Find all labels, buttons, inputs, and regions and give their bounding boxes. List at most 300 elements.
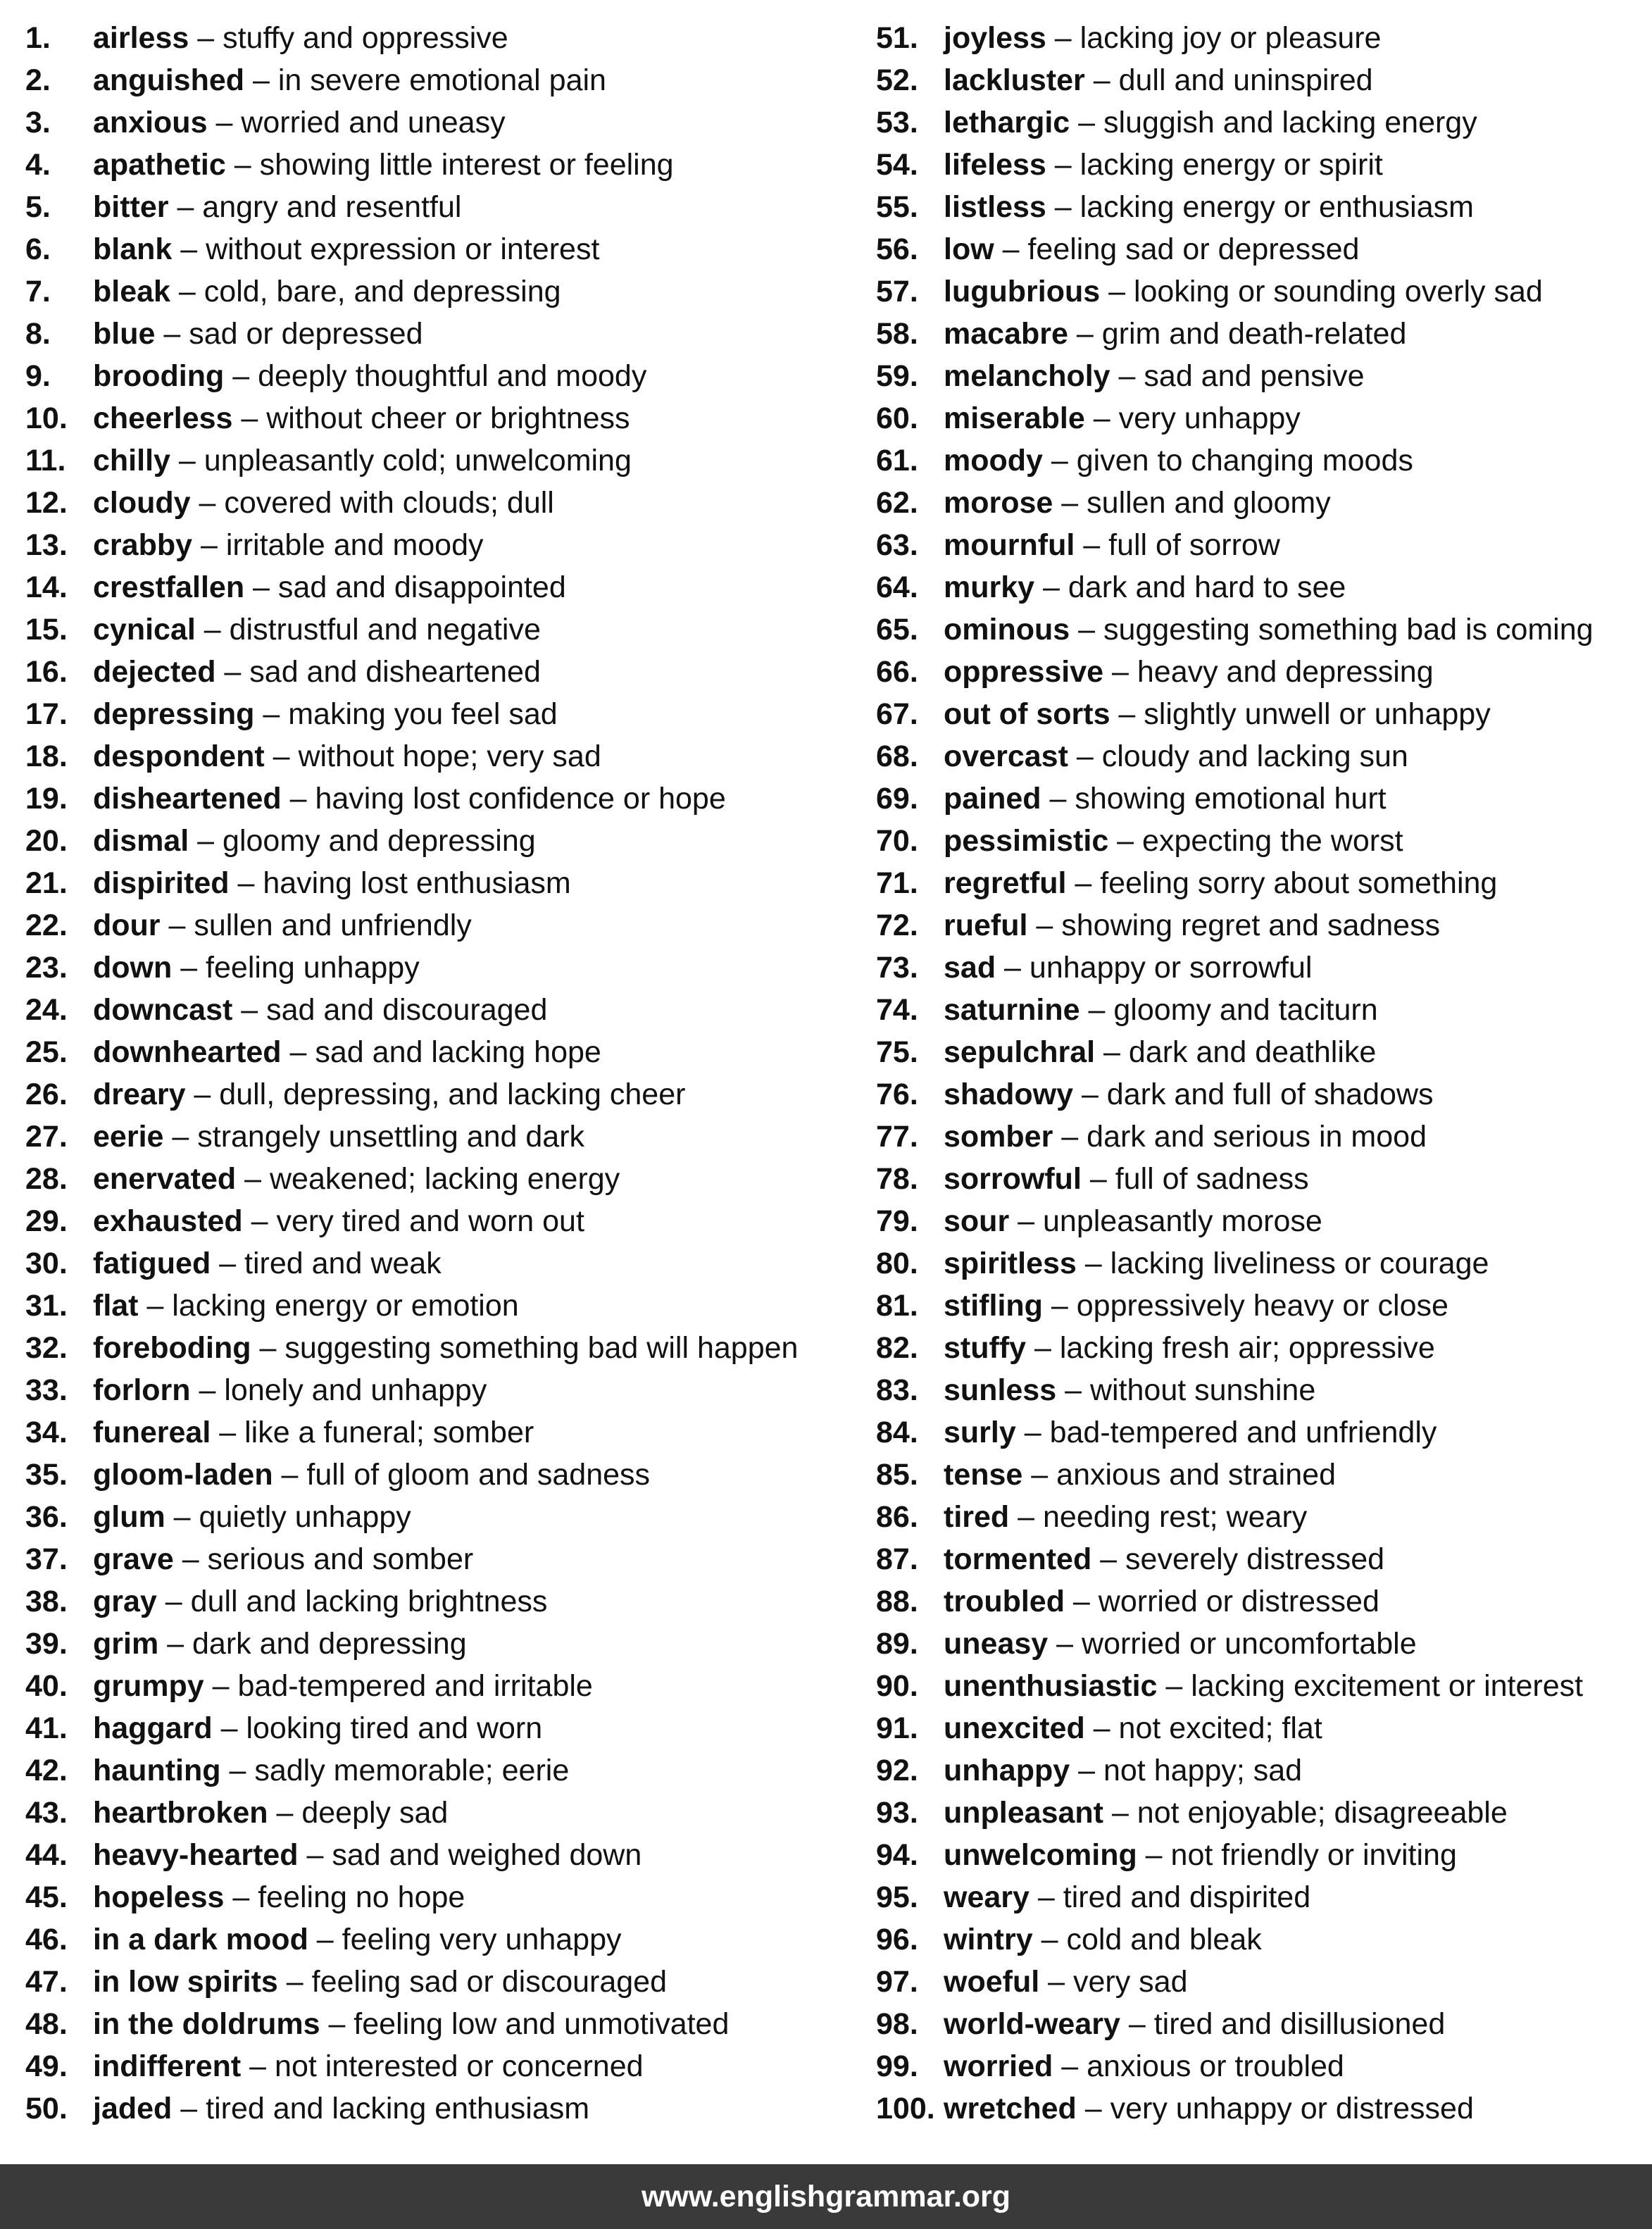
list-item bbox=[25, 1454, 856, 1496]
item-body bbox=[944, 1538, 1384, 1580]
item-number: 10. bbox=[25, 401, 68, 435]
list-item bbox=[25, 1707, 856, 1749]
list-item bbox=[876, 1665, 1651, 1707]
item-body bbox=[944, 439, 1413, 482]
item-definition: – bad-tempered and unfriendly bbox=[1015, 1416, 1437, 1449]
item-body bbox=[944, 186, 1474, 228]
list-item bbox=[876, 1792, 1651, 1834]
item-body bbox=[93, 1369, 487, 1411]
list-item bbox=[25, 1749, 856, 1792]
list-item bbox=[876, 270, 1651, 313]
item-body bbox=[944, 1327, 1435, 1369]
list-item bbox=[876, 608, 1651, 651]
item-number: 56. bbox=[876, 232, 918, 266]
item-definition: – in severe emotional pain bbox=[244, 63, 606, 97]
list-item bbox=[876, 2003, 1651, 2045]
list-item bbox=[876, 186, 1651, 228]
item-number: 15. bbox=[25, 613, 68, 647]
list-item bbox=[25, 566, 856, 608]
item-number: 53. bbox=[876, 106, 918, 139]
item-body bbox=[93, 1031, 601, 1073]
item-body bbox=[944, 1411, 1437, 1454]
item-body bbox=[93, 1792, 448, 1834]
item-definition: – dark and deathlike bbox=[1095, 1035, 1377, 1069]
item-definition: – like a funeral; somber bbox=[211, 1416, 534, 1449]
list-item bbox=[876, 1496, 1651, 1538]
item-definition: – without hope; very sad bbox=[264, 739, 601, 773]
item-body bbox=[944, 1580, 1379, 1623]
item-term: exhausted bbox=[93, 1204, 243, 1238]
item-body bbox=[93, 524, 484, 566]
item-definition: – anxious and strained bbox=[1022, 1458, 1336, 1492]
item-term: dour bbox=[93, 909, 161, 942]
list-item bbox=[25, 989, 856, 1031]
item-definition: – without expression or interest bbox=[172, 232, 600, 266]
list-item bbox=[25, 904, 856, 947]
list-item bbox=[876, 1073, 1651, 1116]
item-term: dismal bbox=[93, 824, 189, 858]
item-body bbox=[93, 1623, 467, 1665]
item-definition: – sluggish and lacking energy bbox=[1070, 106, 1477, 139]
list-item bbox=[25, 1792, 856, 1834]
list-item bbox=[25, 1496, 856, 1538]
item-body bbox=[944, 735, 1408, 778]
item-body bbox=[944, 1031, 1376, 1073]
item-number: 28. bbox=[25, 1162, 68, 1196]
item-definition: – serious and somber bbox=[173, 1542, 474, 1576]
item-body bbox=[93, 1918, 621, 1961]
item-term: surly bbox=[944, 1416, 1016, 1449]
item-term: wretched bbox=[944, 2092, 1077, 2125]
list-item bbox=[25, 144, 856, 186]
item-definition: – grim and death-related bbox=[1068, 317, 1407, 351]
item-number: 7. bbox=[25, 275, 51, 308]
item-term: cynical bbox=[93, 613, 196, 647]
list-item bbox=[876, 1242, 1651, 1285]
item-number: 40. bbox=[25, 1669, 68, 1703]
item-body bbox=[93, 1200, 584, 1242]
list-item bbox=[25, 947, 856, 989]
item-body bbox=[93, 1158, 620, 1200]
item-term: despondent bbox=[93, 739, 265, 773]
item-term: weary bbox=[944, 1880, 1030, 1914]
list-item bbox=[876, 1454, 1651, 1496]
item-number: 38. bbox=[25, 1585, 68, 1618]
item-number: 49. bbox=[25, 2049, 68, 2083]
item-definition: – expecting the worst bbox=[1108, 824, 1403, 858]
item-term: saturnine bbox=[944, 993, 1080, 1027]
item-term: worried bbox=[944, 2049, 1053, 2083]
item-term: somber bbox=[944, 1120, 1053, 1154]
item-term: funereal bbox=[93, 1416, 211, 1449]
item-body bbox=[93, 313, 423, 355]
item-number: 11. bbox=[25, 444, 66, 477]
item-body bbox=[93, 17, 508, 59]
list-item bbox=[25, 1623, 856, 1665]
item-number: 64. bbox=[876, 570, 918, 604]
item-body bbox=[944, 1116, 1427, 1158]
item-definition: – irritable and moody bbox=[192, 528, 484, 562]
item-term: bleak bbox=[93, 275, 170, 308]
item-term: uneasy bbox=[944, 1627, 1049, 1661]
item-definition: – worried or uncomfortable bbox=[1048, 1627, 1417, 1661]
item-body bbox=[93, 439, 632, 482]
item-definition: – feeling sad or discouraged bbox=[277, 1965, 668, 1999]
item-number: 14. bbox=[25, 570, 68, 604]
item-body bbox=[93, 59, 606, 101]
item-number: 58. bbox=[876, 317, 918, 351]
item-body bbox=[944, 144, 1383, 186]
item-body bbox=[944, 1876, 1310, 1918]
item-number: 45. bbox=[25, 1880, 68, 1914]
list-item bbox=[25, 17, 856, 59]
item-number: 67. bbox=[876, 697, 918, 731]
item-body bbox=[944, 693, 1491, 735]
list-item bbox=[25, 2003, 856, 2045]
item-body bbox=[93, 820, 536, 862]
list-item bbox=[876, 1285, 1651, 1327]
item-definition: – making you feel sad bbox=[254, 697, 558, 731]
list-item bbox=[876, 313, 1651, 355]
list-item bbox=[876, 566, 1651, 608]
item-body bbox=[93, 144, 674, 186]
list-item bbox=[876, 2087, 1651, 2130]
item-body bbox=[944, 651, 1434, 693]
item-definition: – showing emotional hurt bbox=[1041, 782, 1387, 816]
item-term: chilly bbox=[93, 444, 170, 477]
item-term: mournful bbox=[944, 528, 1075, 562]
item-body bbox=[93, 778, 726, 820]
item-number: 20. bbox=[25, 824, 68, 858]
item-definition: – unhappy or sorrowful bbox=[996, 951, 1313, 985]
item-definition: – full of sadness bbox=[1081, 1162, 1309, 1196]
item-number: 66. bbox=[876, 655, 918, 689]
item-definition: – sad and pensive bbox=[1110, 359, 1365, 393]
item-number: 5. bbox=[25, 190, 51, 224]
item-term: overcast bbox=[944, 739, 1068, 773]
list-item bbox=[876, 904, 1651, 947]
item-definition: – severely distressed bbox=[1091, 1542, 1385, 1576]
item-body bbox=[944, 228, 1359, 270]
item-term: murky bbox=[944, 570, 1035, 604]
item-body bbox=[93, 989, 547, 1031]
item-term: joyless bbox=[944, 21, 1046, 55]
item-body bbox=[944, 566, 1346, 608]
item-definition: – very tired and worn out bbox=[242, 1204, 584, 1238]
list-item bbox=[876, 2045, 1651, 2087]
item-number: 2. bbox=[25, 63, 51, 97]
item-definition: – lonely and unhappy bbox=[190, 1373, 487, 1407]
item-definition: – cold and bleak bbox=[1032, 1923, 1262, 1956]
item-definition: – dull, depressing, and lacking cheer bbox=[185, 1078, 686, 1111]
item-number: 91. bbox=[876, 1711, 918, 1745]
item-definition: – bad-tempered and irritable bbox=[204, 1669, 593, 1703]
item-number: 90. bbox=[876, 1669, 918, 1703]
item-number: 93. bbox=[876, 1796, 918, 1830]
item-body bbox=[944, 608, 1594, 651]
item-term: blank bbox=[93, 232, 173, 266]
item-term: tormented bbox=[944, 1542, 1092, 1576]
item-definition: – cloudy and lacking sun bbox=[1068, 739, 1408, 773]
item-definition: – covered with clouds; dull bbox=[190, 486, 554, 520]
item-number: 48. bbox=[25, 2007, 68, 2041]
item-definition: – lacking liveliness or courage bbox=[1076, 1247, 1489, 1280]
item-body bbox=[944, 524, 1280, 566]
item-number: 59. bbox=[876, 359, 918, 393]
list-item bbox=[25, 693, 856, 735]
item-number: 37. bbox=[25, 1542, 68, 1576]
item-term: anguished bbox=[93, 63, 245, 97]
item-number: 51. bbox=[876, 21, 918, 55]
item-definition: – unpleasantly cold; unwelcoming bbox=[170, 444, 632, 477]
item-number: 17. bbox=[25, 697, 68, 731]
item-term: sorrowful bbox=[944, 1162, 1082, 1196]
list-item bbox=[876, 1369, 1651, 1411]
item-body bbox=[93, 651, 541, 693]
item-term: unenthusiastic bbox=[944, 1669, 1158, 1703]
item-body bbox=[93, 904, 472, 947]
list-item bbox=[25, 1031, 856, 1073]
footer-website-link[interactable]: www.englishgrammar.org bbox=[641, 2180, 1011, 2214]
item-number: 16. bbox=[25, 655, 68, 689]
item-body bbox=[93, 1707, 542, 1749]
item-number: 61. bbox=[876, 444, 918, 477]
item-number: 63. bbox=[876, 528, 918, 562]
list-item bbox=[25, 1073, 856, 1116]
item-number: 71. bbox=[876, 866, 918, 900]
item-term: miserable bbox=[944, 401, 1085, 435]
item-definition: – sad and lacking hope bbox=[281, 1035, 601, 1069]
item-term: tired bbox=[944, 1500, 1010, 1534]
item-term: sepulchral bbox=[944, 1035, 1096, 1069]
list-item bbox=[876, 17, 1651, 59]
list-item bbox=[876, 651, 1651, 693]
item-body bbox=[944, 2003, 1445, 2045]
list-item bbox=[25, 2045, 856, 2087]
item-body bbox=[93, 1116, 584, 1158]
item-term: in low spirits bbox=[93, 1965, 278, 1999]
list-item bbox=[25, 2087, 856, 2130]
item-body bbox=[93, 1073, 685, 1116]
item-number: 23. bbox=[25, 951, 68, 985]
item-number: 36. bbox=[25, 1500, 68, 1534]
item-term: tense bbox=[944, 1458, 1023, 1492]
item-number: 78. bbox=[876, 1162, 918, 1196]
list-item bbox=[876, 820, 1651, 862]
list-item bbox=[876, 439, 1651, 482]
item-term: unwelcoming bbox=[944, 1838, 1137, 1872]
item-definition: – feeling sorry about something bbox=[1066, 866, 1498, 900]
item-body bbox=[93, 270, 561, 313]
item-number: 80. bbox=[876, 1247, 918, 1280]
item-definition: – deeply sad bbox=[268, 1796, 449, 1830]
item-definition: – gloomy and depressing bbox=[189, 824, 536, 858]
item-definition: – very unhappy or distressed bbox=[1076, 2092, 1474, 2125]
item-term: blue bbox=[93, 317, 156, 351]
item-term: forlorn bbox=[93, 1373, 191, 1407]
item-term: downcast bbox=[93, 993, 233, 1027]
item-number: 76. bbox=[876, 1078, 918, 1111]
item-body bbox=[944, 1242, 1489, 1285]
item-definition: – needing rest; weary bbox=[1009, 1500, 1308, 1534]
item-body bbox=[93, 228, 599, 270]
item-body bbox=[93, 1496, 411, 1538]
item-number: 70. bbox=[876, 824, 918, 858]
item-body bbox=[93, 1834, 642, 1876]
item-number: 1. bbox=[25, 21, 51, 55]
item-term: lackluster bbox=[944, 63, 1085, 97]
item-body bbox=[944, 482, 1331, 524]
list-item bbox=[876, 1411, 1651, 1454]
item-number: 22. bbox=[25, 909, 68, 942]
item-definition: – dark and hard to see bbox=[1034, 570, 1346, 604]
item-term: dejected bbox=[93, 655, 216, 689]
item-body bbox=[944, 2087, 1474, 2130]
item-term: haggard bbox=[93, 1711, 213, 1745]
item-definition: – heavy and depressing bbox=[1103, 655, 1434, 689]
item-body bbox=[944, 820, 1403, 862]
item-definition: – lacking fresh air; oppressive bbox=[1026, 1331, 1435, 1365]
item-definition: – not enjoyable; disagreeable bbox=[1103, 1796, 1508, 1830]
item-definition: – very sad bbox=[1039, 1965, 1188, 1999]
item-body bbox=[944, 59, 1373, 101]
item-term: low bbox=[944, 232, 994, 266]
item-definition: – lacking energy or enthusiasm bbox=[1046, 190, 1474, 224]
item-number: 46. bbox=[25, 1923, 68, 1956]
item-body bbox=[944, 1961, 1188, 2003]
list-item bbox=[876, 1327, 1651, 1369]
item-term: troubled bbox=[944, 1585, 1065, 1618]
item-term: lifeless bbox=[944, 148, 1046, 182]
item-number: 54. bbox=[876, 148, 918, 182]
item-definition: – sad and disheartened bbox=[215, 655, 541, 689]
item-body bbox=[944, 1158, 1309, 1200]
item-term: macabre bbox=[944, 317, 1068, 351]
item-body bbox=[944, 1454, 1336, 1496]
item-definition: – dull and lacking brightness bbox=[156, 1585, 548, 1618]
item-term: in a dark mood bbox=[93, 1923, 308, 1956]
item-definition: – gloomy and taciturn bbox=[1080, 993, 1378, 1027]
item-term: melancholy bbox=[944, 359, 1110, 393]
item-number: 30. bbox=[25, 1247, 68, 1280]
list-item bbox=[25, 1285, 856, 1327]
list-item bbox=[25, 862, 856, 904]
list-item bbox=[25, 1580, 856, 1623]
item-body bbox=[93, 947, 420, 989]
item-body bbox=[93, 693, 558, 735]
item-definition: – dark and serious in mood bbox=[1053, 1120, 1427, 1154]
item-body bbox=[944, 17, 1381, 59]
list-item bbox=[876, 1031, 1651, 1073]
item-number: 42. bbox=[25, 1754, 68, 1787]
item-term: in the doldrums bbox=[93, 2007, 320, 2041]
item-definition: – lacking energy or spirit bbox=[1046, 148, 1383, 182]
list-item bbox=[25, 59, 856, 101]
item-term: pained bbox=[944, 782, 1041, 816]
item-definition: – sadly memorable; eerie bbox=[220, 1754, 570, 1787]
item-definition: – not excited; flat bbox=[1084, 1711, 1322, 1745]
item-definition: – lacking energy or emotion bbox=[138, 1289, 519, 1323]
item-number: 95. bbox=[876, 1880, 918, 1914]
item-body bbox=[93, 1961, 667, 2003]
list-item bbox=[876, 1116, 1651, 1158]
word-list-left-column bbox=[25, 17, 856, 2130]
item-number: 19. bbox=[25, 782, 68, 816]
item-term: unhappy bbox=[944, 1754, 1070, 1787]
item-definition: – looking or sounding overly sad bbox=[1100, 275, 1543, 308]
item-term: flat bbox=[93, 1289, 139, 1323]
item-term: disheartened bbox=[93, 782, 282, 816]
item-term: lugubrious bbox=[944, 275, 1101, 308]
item-definition: – not interested or concerned bbox=[241, 2049, 644, 2083]
item-body bbox=[93, 1242, 442, 1285]
item-definition: – full of sorrow bbox=[1075, 528, 1280, 562]
item-definition: – suggesting something bad will happen bbox=[251, 1331, 799, 1365]
item-term: grumpy bbox=[93, 1669, 204, 1703]
list-item bbox=[876, 947, 1651, 989]
item-term: listless bbox=[944, 190, 1046, 224]
item-number: 86. bbox=[876, 1500, 918, 1534]
list-item bbox=[25, 482, 856, 524]
list-item bbox=[25, 735, 856, 778]
item-definition: – showing regret and sadness bbox=[1027, 909, 1441, 942]
item-number: 6. bbox=[25, 232, 51, 266]
item-number: 97. bbox=[876, 1965, 918, 1999]
item-number: 8. bbox=[25, 317, 51, 351]
item-body bbox=[944, 778, 1387, 820]
item-term: glum bbox=[93, 1500, 165, 1534]
item-term: oppressive bbox=[944, 655, 1104, 689]
item-body bbox=[93, 1665, 593, 1707]
item-body bbox=[93, 1327, 798, 1369]
item-definition: – feeling sad or depressed bbox=[994, 232, 1360, 266]
item-term: anxious bbox=[93, 106, 208, 139]
item-term: cloudy bbox=[93, 486, 191, 520]
item-body bbox=[93, 186, 461, 228]
item-term: wintry bbox=[944, 1923, 1033, 1956]
item-term: moody bbox=[944, 444, 1043, 477]
item-number: 69. bbox=[876, 782, 918, 816]
item-term: unpleasant bbox=[944, 1796, 1103, 1830]
list-item bbox=[876, 1834, 1651, 1876]
item-number: 52. bbox=[876, 63, 918, 97]
item-body bbox=[944, 1073, 1434, 1116]
item-definition: – without cheer or brightness bbox=[232, 401, 630, 435]
item-number: 57. bbox=[876, 275, 918, 308]
item-body bbox=[93, 1580, 547, 1623]
list-item bbox=[25, 1834, 856, 1876]
item-body bbox=[93, 2045, 644, 2087]
item-number: 87. bbox=[876, 1542, 918, 1576]
word-list-right-column bbox=[876, 17, 1651, 2130]
item-body bbox=[93, 1454, 650, 1496]
item-term: stuffy bbox=[944, 1331, 1027, 1365]
list-item bbox=[876, 355, 1651, 397]
item-number: 77. bbox=[876, 1120, 918, 1154]
list-item bbox=[876, 693, 1651, 735]
list-item bbox=[25, 1158, 856, 1200]
item-definition: – very unhappy bbox=[1084, 401, 1301, 435]
item-term: unexcited bbox=[944, 1711, 1085, 1745]
item-definition: – dark and full of shadows bbox=[1073, 1078, 1434, 1111]
item-definition: – feeling low and unmotivated bbox=[320, 2007, 730, 2041]
item-definition: – looking tired and worn bbox=[212, 1711, 543, 1745]
item-term: jaded bbox=[93, 2092, 173, 2125]
item-definition: – dull and uninspired bbox=[1084, 63, 1373, 97]
item-definition: – sad or depressed bbox=[155, 317, 423, 351]
item-body bbox=[944, 2045, 1344, 2087]
list-item bbox=[25, 1242, 856, 1285]
